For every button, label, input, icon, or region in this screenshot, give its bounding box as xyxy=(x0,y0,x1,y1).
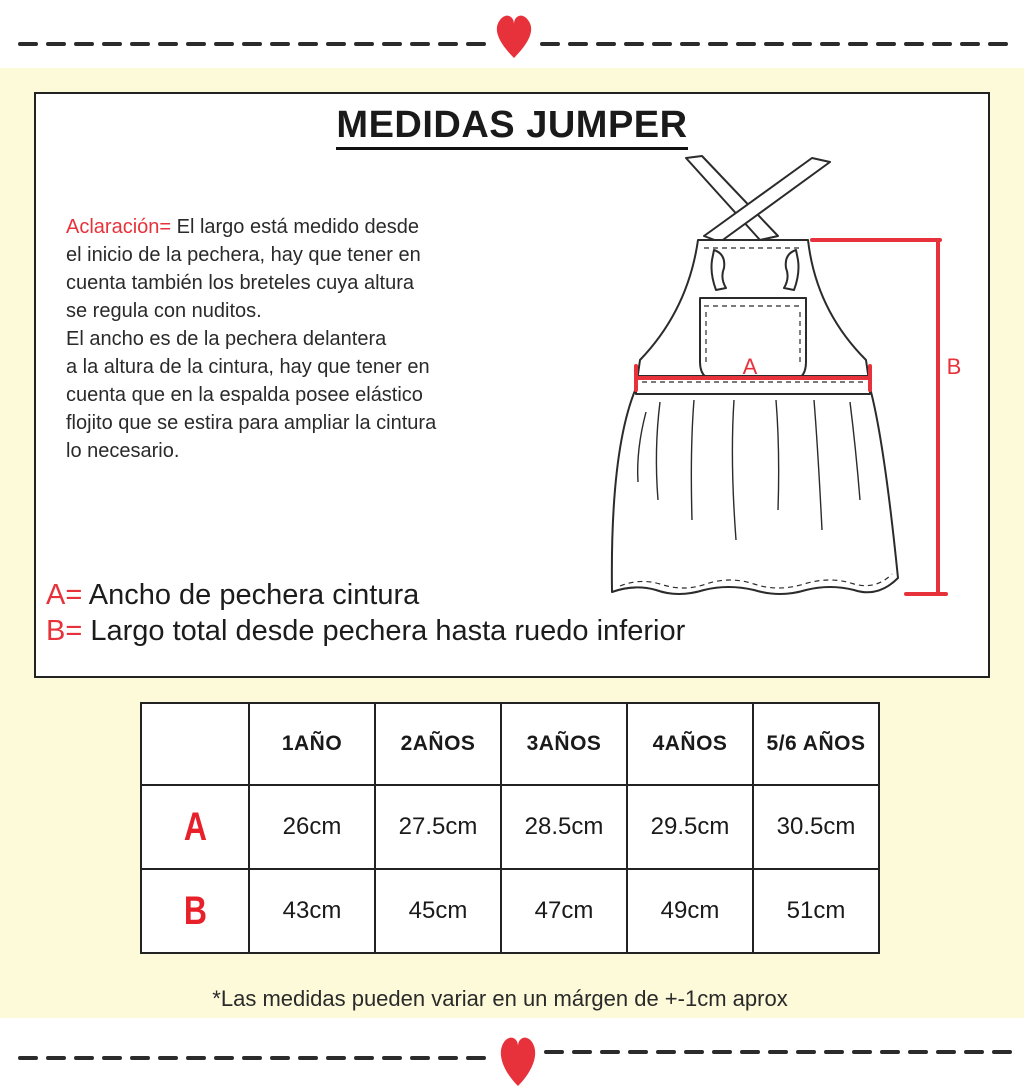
row-label: B xyxy=(183,888,207,933)
row-label: A xyxy=(183,804,207,849)
table-row xyxy=(141,869,879,953)
table-cell: 51cm xyxy=(753,869,879,953)
page-title: MEDIDAS JUMPER xyxy=(0,104,1024,147)
dimension-b-label: B xyxy=(946,354,962,379)
note-label: Aclaración= xyxy=(66,216,172,238)
table-cell: 28.5cm xyxy=(501,785,627,869)
table-header-cell: 1AÑO xyxy=(249,703,375,785)
jumper-diagram xyxy=(600,150,980,620)
table-cell: 27.5cm xyxy=(375,785,501,869)
footnote: *Las medidas pueden variar en un márgen de +-1cm aprox xyxy=(212,986,788,1011)
table-header-cell: 3AÑOS xyxy=(501,703,627,785)
table-cell: 47cm xyxy=(501,869,627,953)
table-header-cell: 2AÑOS xyxy=(375,703,501,785)
heart-icon xyxy=(501,1038,535,1086)
table-header-cell: 4AÑOS xyxy=(627,703,753,785)
table-header-row xyxy=(141,703,879,785)
heart-icon xyxy=(497,16,531,58)
size-table xyxy=(140,702,880,954)
row-label-cell xyxy=(141,869,249,953)
table-cell: 49cm xyxy=(627,869,753,953)
table-cell: 26cm xyxy=(249,785,375,869)
clarification-note: Aclaración= El largo está medido desde el inicio de la pechera, hay que tener en cuenta también los breteles cuya altura se regula con nuditos. El ancho es de la pechera delantera a la altura de la cintura, hay que tener en cuenta que en la espalda posee elástico flojito que se estira para ampliar la cintura lo necesario. xyxy=(66,216,437,462)
top-divider xyxy=(0,0,1024,60)
bottom-divider xyxy=(0,1030,1024,1090)
table-cell: 43cm xyxy=(249,869,375,953)
legend-a: A= Ancho de pechera cintura xyxy=(46,579,420,611)
table-cell: 30.5cm xyxy=(753,785,879,869)
table-cell: 29.5cm xyxy=(627,785,753,869)
legend-b: B= Largo total desde pechera hasta ruedo inferior xyxy=(46,615,686,647)
table-header-cell: 5/6 AÑOS xyxy=(753,703,879,785)
table-row xyxy=(141,785,879,869)
dimension-a-label: A xyxy=(742,354,758,379)
table-cell: 45cm xyxy=(375,869,501,953)
table-header-cell xyxy=(141,703,249,785)
row-label-cell xyxy=(141,785,249,869)
